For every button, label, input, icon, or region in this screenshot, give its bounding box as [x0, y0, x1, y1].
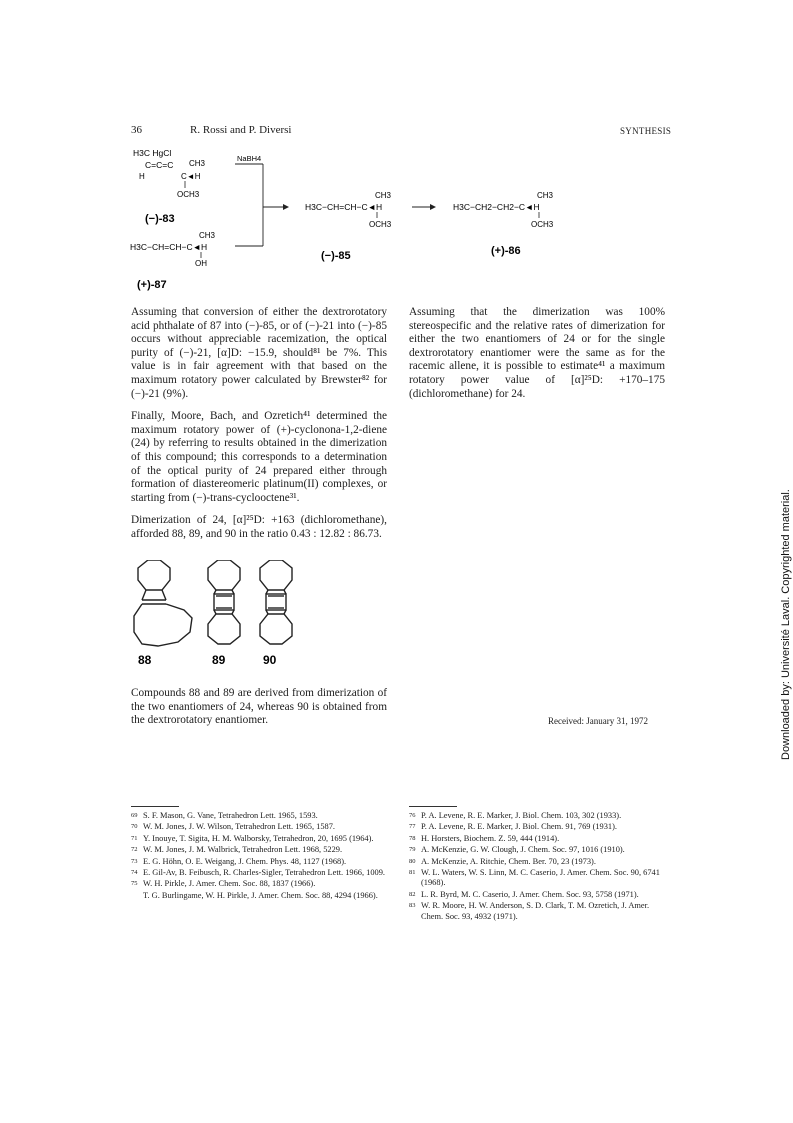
dimer-label-88: 88 [138, 653, 152, 666]
reaction-scheme [125, 142, 685, 292]
left-paragraph-2: Finally, Moore, Bach, and Ozretich⁴¹ determined the maximum rotatory power of (+)-cyclonona-1,2-diene (24) by referring to results obtained in the dimerization of this compound; this corresponds to a determination of the optical purity of 24 prepared either through formation of diastereomeric platinum(II) complexes, or starting from (−)-trans-cyclooctene³¹. [131, 410, 387, 504]
f83-ch: C◄H [181, 172, 201, 181]
reference-item: 77 P. A. Levene, R. E. Marker, J. Biol. Chem. 91, 769 (1931). [409, 822, 617, 832]
f85-main: H3C−CH=CH−C◄H [305, 202, 383, 212]
reference-item: T. G. Burlingame, W. H. Pirkle, J. Amer. Chem. Soc. 88, 4294 (1966). [143, 890, 378, 900]
dimer-label-89: 89 [212, 653, 226, 666]
reference-item: 76 P. A. Levene, R. E. Marker, J. Biol. Chem. 103, 302 (1933). [409, 811, 622, 820]
download-notice: Downloaded by: Université Laval. Copyrighted material. [780, 489, 792, 760]
f83-mid: C=C=C [145, 160, 174, 170]
dimer-structures [128, 560, 318, 666]
label-85: (−)-85 [321, 250, 351, 262]
f87-main: H3C−CH=CH−C◄H [130, 242, 208, 252]
right-paragraph-1: Assuming that the dimerization was 100% stereospecific and the relative rates of dimerization for either the two enantiomers of 24 or for the single dextrorotatory enantiomer were the same as for the racemic allene, it is possible to estimate⁴¹ a maximum rotatory power value of [α]²⁵D: +170–175 (dichloromethane) for 24. [409, 306, 665, 400]
reference-item: 69 S. F. Mason, G. Vane, Tetrahedron Lett. 1965, 1593. [131, 811, 318, 820]
f86-och3: OCH3 [531, 220, 554, 229]
reference-item: 74 E. Gil-Av, B. Feibusch, R. Charles-Sigler, Tetrahedron Lett. 1966, 1009. [131, 868, 385, 878]
f83-och3: OCH3 [177, 190, 200, 199]
reference-item: 75 W. H. Pirkle, J. Amer. Chem. Soc. 88, 1837 (1966). [131, 879, 316, 889]
reference-item: 71 Y. Inouye, T. Sigita, H. M. Walborsky, Tetrahedron, 20, 1695 (1964). [131, 833, 374, 843]
structure-88 [134, 560, 192, 646]
reference-item: 83 W. R. Moore, H. W. Anderson, S. D. Clark, T. M. Ozretich, J. Amer. Chem. Soc. 93, 4932 (1971). [409, 901, 650, 921]
f86-ch3: CH3 [537, 191, 554, 200]
footnote-rule-left [131, 806, 179, 807]
running-authors: R. Rossi and P. Diversi [190, 124, 292, 136]
references-right [409, 811, 665, 923]
reference-item: 78 H. Horsters, Biochem. Z. 59, 444 (1914). [409, 833, 560, 843]
reagent-label: NaBH4 [237, 154, 262, 163]
label-87: (+)-87 [137, 279, 167, 291]
reference-item: 82 L. R. Byrd, M. C. Caserio, J. Amer. Chem. Soc. 93, 5758 (1971). [409, 889, 639, 899]
dimer-label-90: 90 [263, 653, 277, 666]
reference-item: 73 E. G. Höhn, O. E. Weigang, J. Chem. Phys. 48, 1127 (1968). [131, 856, 347, 866]
page-number: 36 [131, 124, 142, 136]
reference-item: 72 W. M. Jones, J. M. Walbrick, Tetrahedron Lett. 1968, 5229. [131, 845, 343, 855]
f86-main: H3C−CH2−CH2−C◄H [453, 202, 540, 212]
left-paragraph-1: Assuming that conversion of either the dextrorotatory acid phthalate of 87 into (−)-85, or of (−)-21 into (−)-85 occurs without appreciable racemization, the optical purity of (−)-21, [α]D: −15.9, should⁸¹ be 7%. This value is in fair agreement with that based on the maximum rotatory power calculated by Brewster⁸² for (−)-21 (9%). [131, 306, 387, 400]
footnote-rule-right [409, 806, 457, 807]
received-date: Received: January 31, 1972 [548, 716, 648, 726]
f87-ch3: CH3 [199, 231, 216, 240]
f85-och3: OCH3 [369, 220, 392, 229]
f87-oh: OH [195, 259, 207, 268]
reference-item: 81 W. L. Waters, W. S. Linn, M. C. Caserio, J. Amer. Chem. Soc. 90, 6741 (1968). [409, 868, 660, 888]
structure-89 [208, 560, 240, 644]
reference-item: 79 A. McKenzie, G. W. Clough, J. Chem. Soc. 97, 1016 (1910). [409, 845, 625, 855]
label-86: (+)-86 [491, 245, 521, 257]
f85-ch3: CH3 [375, 191, 392, 200]
left-paragraph-4: Compounds 88 and 89 are derived from dimerization of the two enantiomers of 24, whereas 90 is obtained from the dextrorotatory enantiomer. [131, 687, 387, 727]
label-83: (−)-83 [145, 213, 175, 225]
f83-ch3: CH3 [189, 159, 206, 168]
reference-item: 80 A. McKenzie, A. Ritchie, Chem. Ber. 70, 23 (1973). [409, 856, 596, 866]
reference-item: 70 W. M. Jones, J. W. Wilson, Tetrahedron Lett. 1965, 1587. [131, 822, 335, 832]
f83-h: H [139, 172, 145, 181]
left-column [131, 306, 387, 551]
left-paragraph-3: Dimerization of 24, [α]²⁵D: +163 (dichloromethane), afforded 88, 89, and 90 in the ratio 0.43 : 12.82 : 86.73. [131, 514, 387, 540]
references-left [131, 811, 387, 902]
f83-top: H3C HgCl [133, 148, 172, 158]
structure-90 [260, 560, 292, 644]
journal-name: SYNTHESIS [620, 126, 672, 136]
